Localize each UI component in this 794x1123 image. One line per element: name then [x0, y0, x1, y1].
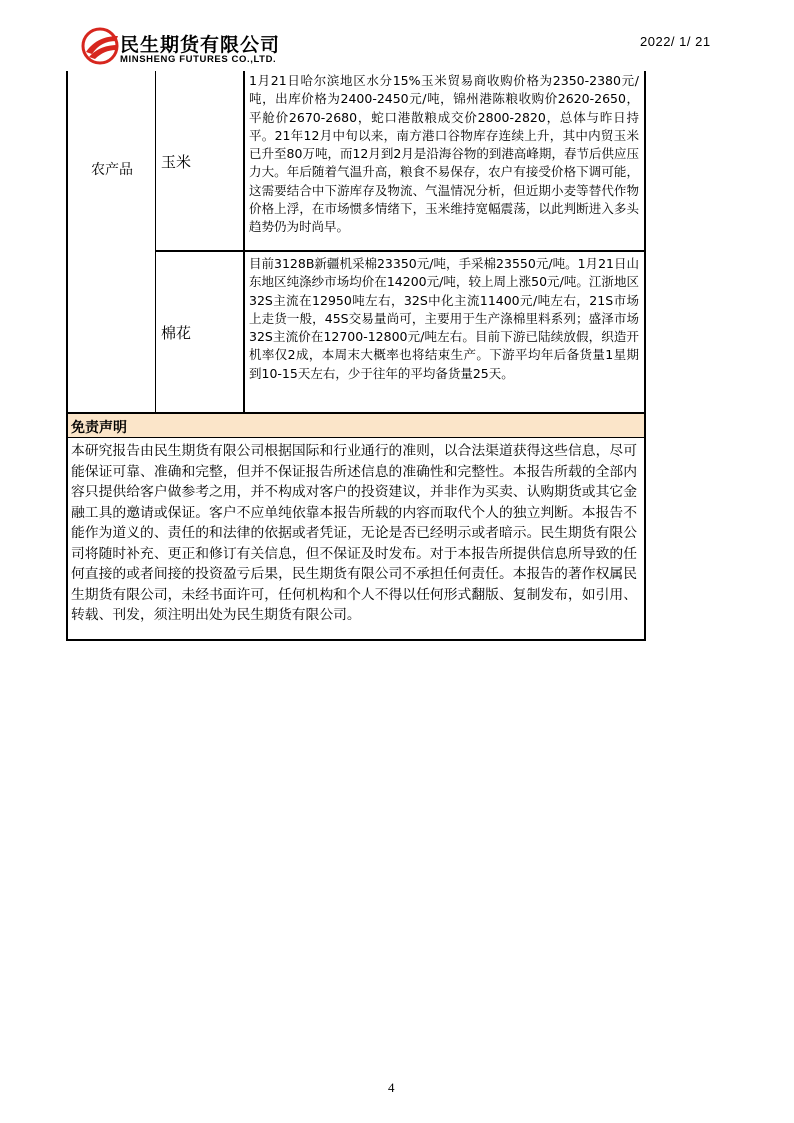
cotton-name-cell — [156, 252, 245, 413]
corn-name-cell — [156, 71, 245, 251]
corn-content: 1月21日哈尔滨地区水分15%玉米贸易商收购价格为2350-2380元/吨，出库价格为2400-2450元/吨，锦州港陈粮收购价2620-2650，平舱价2670-2680，蛇口港散粮成交价2800-2820，总体与昨日持平。21年12月中旬以来，南方港口谷物库存连续上升，其中内贸玉米已升至80万吨，而12月到2月是沿海谷物的到港高峰期，春节后供应压力大。年后随着气温升高，粮食不易保存，农户有接受价格下调可能，这需要结合中下游库存及物流、气温情况分析，但近期小麦等替代作物价格上浮，在市场惯多情绪下，玉米维持宽幅震荡，以此判断进入多头趋势仍为时尚早。 — [249, 73, 639, 235]
company-name-cn: 民生期货有限公司 — [120, 34, 281, 56]
category-cell — [68, 71, 156, 413]
cotton-content: 目前3128B新疆机采棉23350元/吨，手采棉23550元/吨。1月21日山东地区纯涤纱市场均价在14200元/吨，较上周上涨50元/吨。江浙地区32S主流在12950吨左右，32S中化主流11400元/吨左右，21S市场上走货一般，45S交易量尚可，主要用于生产涤棉里料系列；盛泽市场32S主流价在12700-12800元/吨左右。目前下游已陆续放假，织造开机率仅2成，本周末大概率也将结束生产。下游平均年后备货量1星期到10-15天左右，少于往年的平均备货量25天。 — [249, 256, 639, 381]
page-header — [0, 0, 794, 70]
minsheng-logo-icon — [80, 26, 122, 66]
company-name-en: MINSHENG FUTURES CO.,LTD. — [120, 54, 277, 65]
page-number: 4 — [388, 1080, 395, 1095]
commodity-table — [66, 71, 646, 641]
disclaimer-text: 本研究报告由民生期货有限公司根据国际和行业通行的准则，以合法渠道获得这些信息，尽可能保证可靠、准确和完整，但并不保证报告所述信息的准确性和完整性。本报告所载的全部内容只提供给客户做参考之用，并不构成对客户的投资建议，并非作为买卖、认购期货或其它金融工具的邀请或保证。客户不应单纯依靠本报告所载的内容而取代个人的独立判断。本报告不能作为道义的、责任的和法律的依据或者凭证，无论是否已经明示或者暗示。民生期货有限公司将随时补充、更正和修订有关信息，但不保证及时发布。对于本报告所提供信息所导致的任何直接的或者间接的投资盈亏后果，民生期货有限公司不承担任何责任。本报告的著作权属民生期货有限公司，未经书面许可，任何机构和个人不得以任何形式翻版、复制发布，如引用、转载、刊发，须注明出处为民生期货有限公司。 — [71, 443, 637, 623]
disclaimer-header — [68, 414, 644, 438]
corn-label: 玉米 — [161, 153, 192, 171]
report-date: 2022/ 1/ 21 — [640, 34, 711, 49]
corn-content-cell — [245, 71, 644, 248]
company-logo — [80, 26, 320, 72]
category-label: 农产品 — [91, 162, 133, 178]
cotton-content-cell — [245, 254, 644, 413]
disclaimer-title: 免责声明 — [71, 420, 127, 436]
cotton-label: 棉花 — [161, 324, 192, 342]
